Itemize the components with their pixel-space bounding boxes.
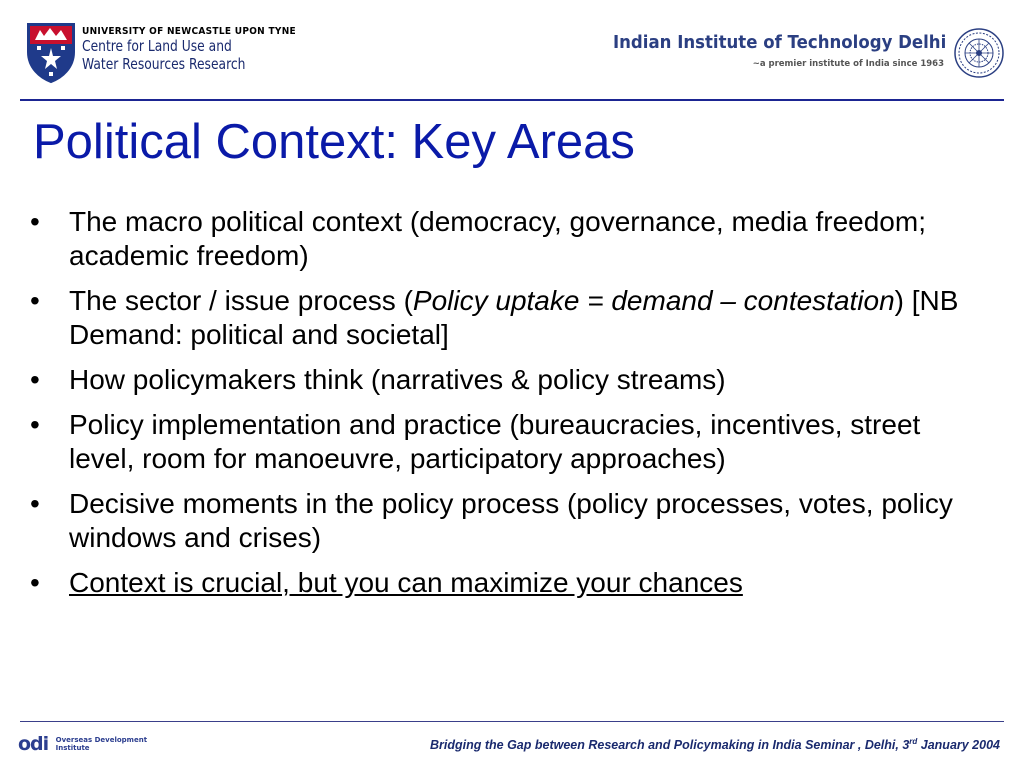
bullet-text: The macro political context (democracy, governance, media freedom; academic freedom) bbox=[69, 206, 926, 271]
bullet-item bbox=[30, 363, 990, 397]
odi-name-line2: Institute bbox=[55, 744, 90, 752]
bullet-item bbox=[30, 284, 990, 352]
slide-title: Political Context: Key Areas bbox=[33, 115, 635, 169]
iit-delhi-logo bbox=[564, 26, 1004, 82]
iit-delhi-seal-icon bbox=[954, 26, 1004, 80]
iit-delhi-title: Indian Institute of Technology Delhi bbox=[612, 32, 946, 53]
bullet-dot-icon: • bbox=[30, 364, 40, 395]
bullet-text-italic: Policy uptake = demand – contestation bbox=[412, 285, 895, 316]
bullet-dot-icon: • bbox=[30, 567, 40, 598]
bullet-text-underlined: Context is crucial, but you can maximize your chances bbox=[69, 567, 743, 598]
bullet-text: Policy implementation and practice (bureaucracies, incentives, street level, room for manoeuvre, participatory approaches) bbox=[69, 409, 921, 474]
newcastle-crest-icon bbox=[26, 22, 76, 84]
odi-logo bbox=[18, 733, 147, 753]
newcastle-centre-line2: Water Resources Research bbox=[82, 55, 246, 73]
bullet-item bbox=[30, 408, 990, 476]
bullet-item bbox=[30, 487, 990, 555]
bullet-text: How policymakers think (narratives & policy streams) bbox=[69, 364, 726, 395]
odi-name-line1: Overseas Development bbox=[55, 736, 148, 744]
footer-seminar-text bbox=[430, 737, 1000, 752]
bullet-dot-icon: • bbox=[30, 206, 40, 237]
bullet-text-post: ) [NB Demand: political and societal] bbox=[69, 285, 959, 350]
footer-rule bbox=[20, 721, 1004, 722]
footer-seminar-pre: Bridging the Gap between Research and Policymaking in India Seminar , Delhi, 3 bbox=[430, 738, 910, 753]
bullet-dot-icon: • bbox=[30, 285, 40, 316]
bullet-list bbox=[30, 205, 990, 611]
bullet-item bbox=[30, 566, 990, 600]
newcastle-university-name: UNIVERSITY OF NEWCASTLE UPON TYNE bbox=[82, 26, 296, 37]
header-rule bbox=[20, 99, 1004, 101]
bullet-text-pre: The sector / issue process ( bbox=[69, 285, 413, 316]
bullet-dot-icon: • bbox=[30, 409, 40, 440]
odi-logo-icon: odi bbox=[18, 733, 49, 755]
footer-seminar-sup: rd bbox=[909, 737, 918, 746]
odi-name bbox=[56, 736, 147, 752]
newcastle-centre-line1: Centre for Land Use and bbox=[82, 37, 232, 55]
bullet-item bbox=[30, 205, 990, 273]
bullet-dot-icon: • bbox=[30, 488, 40, 519]
footer-seminar-post: January 2004 bbox=[917, 738, 1000, 753]
iit-delhi-subtitle: ~a premier institute of India since 1963 bbox=[752, 59, 944, 69]
bullet-text: Decisive moments in the policy process (policy processes, votes, policy windows and crises) bbox=[69, 488, 953, 553]
